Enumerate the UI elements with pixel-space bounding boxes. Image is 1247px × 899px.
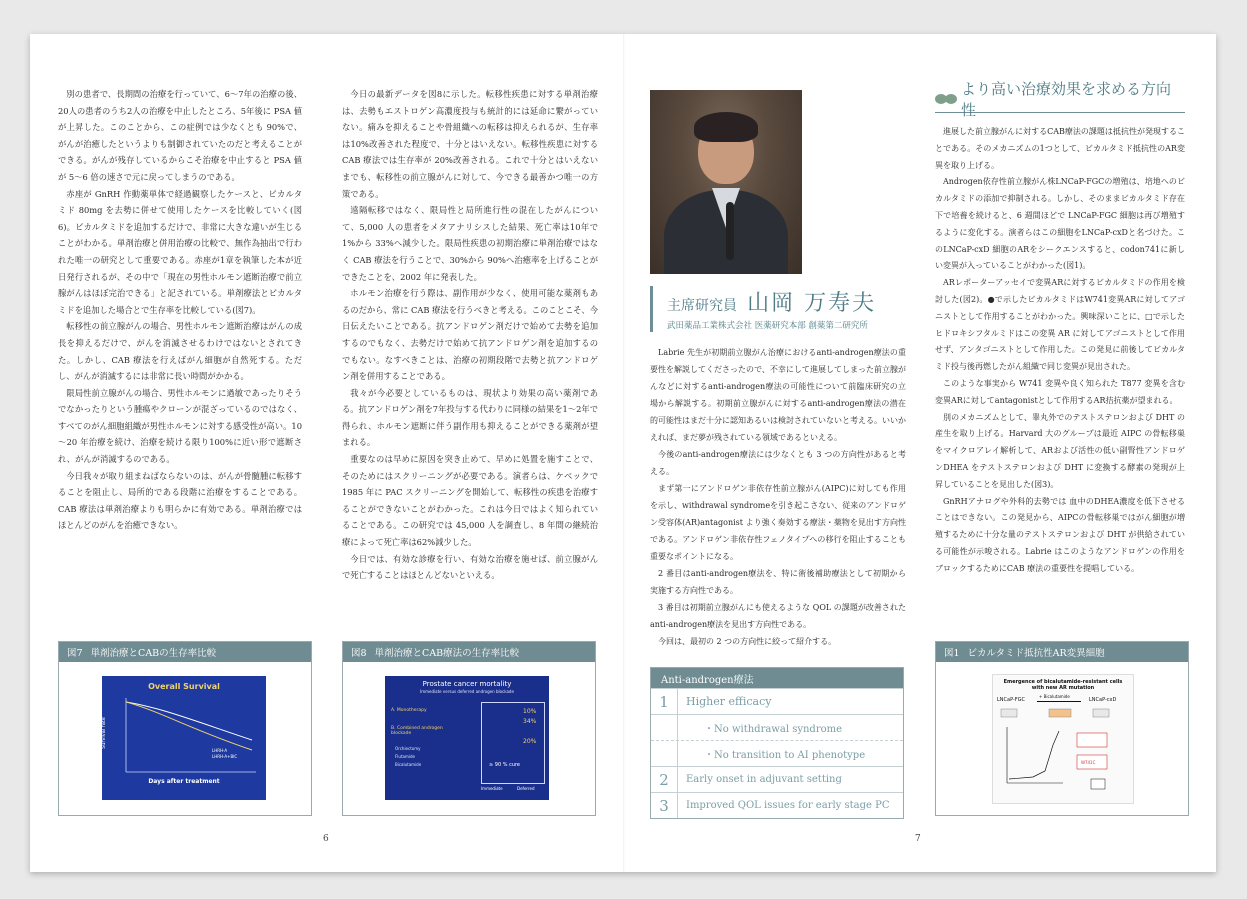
page-fold (623, 34, 625, 872)
page-number-left: 6 (323, 834, 329, 844)
paragraph: 3 番目は初期前立腺がんにも使えるような QOL の課題が改善されたanti-androgen療法を見出す方向性である。 (650, 603, 906, 629)
figure-caption (59, 642, 311, 662)
slide-label: B. Combined androgen blockade (391, 726, 443, 736)
slide-value: 34% (523, 718, 537, 725)
figure-8 (342, 641, 596, 816)
anti-androgen-table (650, 667, 904, 819)
figure-slide (102, 676, 266, 800)
microphone-icon (726, 202, 734, 260)
row-number (651, 741, 678, 766)
paragraph: 今後のanti-androgen療法には少なくとも 3 つの方向性があると考える。 (650, 450, 906, 476)
paragraph: 進展した前立腺がんに対するCAB療法の課題は抵抗性が発現することである。そのメカニズムの1つとして、ビカルタミド抵抗性のAR変異を取り上げる。 (935, 127, 1185, 170)
researcher-nameblock (650, 286, 910, 332)
paragraph: 重要なのは早めに原因を突き止めて、早めに処置を施すことで、そのためにはスクリーニングが必要である。演者らは、ケベックで 1985 年に PAC スクリーニングを開始して、転移性の疾患を治療することができないことがわかった。これは今日ではよく知られていることである。この研究では 45,000 人を調査し、8 年間の継続治療によって死亡率は62%減少した。 (342, 454, 598, 548)
magazine-spread (30, 34, 1216, 872)
slide-axis: Immediate (481, 786, 503, 791)
paragraph: 赤座が GnRH 作動薬単体で経過観察したケースと、ビカルタミド 80mg を去勢に併せて使用したケースを比較していく(図6)。ビカルタミドを追加するだけで、非常に大きな違いが生じることがわかる。単剤治療と併用治療の比較で、無作為抽出で行われた唯一の研究として重要である。赤座が1章を執筆した本が近日発行されるが、その中で「現在の男性ホルモン遮断治療で前立腺がんはほぼ完治できる」と記されている。単剤療法とビカルタミドを追加した場合とで生存率を比較している(図7)。 (58, 188, 302, 315)
paragraph: 今日では、有効な診療を行い、有効な治療を施せば、前立腺がんで死亡することはほとんどないといえる。 (342, 553, 598, 581)
table-header: Anti-androgen療法 (651, 668, 903, 688)
cell-label: LNCaP-FGC (997, 697, 1026, 703)
figure-7 (58, 641, 312, 816)
researcher-affiliation: 武田薬品工業株式会社 医薬研究本部 創薬第二研究所 (667, 321, 868, 331)
slide-value: ≥ 90 % cure (489, 762, 521, 768)
paragraph: Labrie 先生が初期前立腺がん治療におけるanti-androgen療法の重要性を解説してくださったので、不幸にして進展してしまった前立腺がんなどに対するanti-androgen療法の可能性について前臨床研究の立場から解説する。初期前立腺がんに対するanti-androgen療法の潜在的可能性はまだ十分に認知あるいは検討されていないと考える。いいかえれば、まだ夢が残されている領域であるといえる。 (650, 348, 906, 442)
slide-label: Bicalutamide (395, 762, 422, 767)
slide-title: Emergence of bicalutamide-resistant cells with new AR mutation (1003, 679, 1123, 691)
row-text: Early onset in adjuvant setting (686, 774, 842, 785)
paragraph: 遠隔転移ではなく、限局性と局所進行性の混在したがんについて、5,000 人の患者をメタアナリシスした結果、死亡率は10年で 1%から 33%へ減少した。限局性疾患の初期治療に単剤治療ではなく CAB 療法を行うことで、30%から 90%へ治癒率を上げることができたことを、2002 年に発表した。 (342, 205, 598, 282)
leaf-icon (935, 94, 955, 104)
paragraph: このような事実から W741 変異や良く知られた T877 変異を含む変異ARに対してantagonistとして作用するAR拮抗薬が望まれる。 (935, 378, 1185, 405)
column-1 (58, 86, 302, 534)
paragraph: 別のメカニズムとして、睾丸外でのテストステロンおよび DHT の産生を取り上げる。Harvard 大のグループは最近 AIPC の骨転移巣をマイクロアレイ解析して、ARおよび活性の低い副腎性アンドロゲンDHEA をテストステロンおよび DHT に変換する酵素の発現が上昇していることを見出した(図3)。 (935, 412, 1185, 489)
table-row (651, 714, 903, 740)
cell-label: LNCaP-cxD (1089, 697, 1117, 703)
researcher-photo (650, 90, 802, 274)
figure-slide (992, 674, 1134, 804)
row-number (651, 715, 678, 740)
slide-title: Prostate cancer mortality (422, 680, 512, 688)
row-number: 1 (651, 689, 678, 714)
slide-label: A. Monotherapy (391, 708, 427, 713)
slide-value: 20% (523, 738, 537, 745)
section-title-text: より高い治療効果を求める方向性 (961, 80, 1172, 119)
paragraph: Androgen依存性前立腺がん株LNCaP-FGCの増殖は、培地へのビカルタミドの添加で抑制される。しかし、そのままビカルタミド存在下で培養を続けると、6 週間ほどで LNCaP-FGC 細胞は再び増殖するように変化する。演者らはこの細胞をLNCaP-cxDと名づけた。このLNCaP-cxD 細胞のARをシークエンスすると、codon741に新しい変異が入っていることがわかった(図1)。 (935, 177, 1185, 271)
row-text: Improved QOL issues for early stage PC (686, 800, 890, 811)
row-text: ・No transition to AI phenotype (704, 750, 866, 761)
page-number-right: 7 (915, 834, 921, 844)
figure-number: 図7 (67, 648, 83, 659)
paragraph: ARレポーターアッセイで変異ARに対するビカルタミドの作用を検討した(図2)。●で示したビカルタミドはW741変異ARに対してアゴニストとして作用することがわかった。興味深いことに、□で示したヒドロキシフタルミドはこの変異 AR に対してアゴニストとして作用せず、アンタゴニストとして作用した。この発見に前後してビカルタミド投与後再燃したがん組織で同じ変異が見出された。 (935, 278, 1185, 372)
growth-chart (993, 675, 1133, 803)
mutation-label: W741C (1081, 760, 1096, 765)
table-row (651, 740, 903, 766)
figure-caption (936, 642, 1188, 662)
researcher-role: 主席研究員 (667, 298, 737, 314)
paragraph: 今日の最新データを図8に示した。転移性疾患に対する単剤治療は、去勢もエストロゲン高濃度投与も統計的には延命に繋がっていない。痛みを抑えることや骨組織への転移は抑えられるが、生存率は10%改善された程度で、十分とはいえない。転移性疾患に対する CAB 療法では生存率が 20%改善される。これで十分とはいえないまでも、転移性の前立腺がんに対して、今できる最善かつ唯一の方策である。 (342, 89, 598, 199)
figure-slide (385, 676, 549, 800)
figure-number: 図1 (944, 648, 960, 659)
legend-item: LHRH-A (212, 748, 228, 753)
table-row (651, 792, 903, 818)
table-row (651, 766, 903, 792)
section-title (935, 80, 1185, 119)
row-number: 2 (651, 767, 678, 792)
row-text: Higher efficacy (686, 695, 772, 708)
paragraph: ホルモン治療を行う際は、副作用が少なく、使用可能な薬剤もあるのだから、常に CAB 療法を行うべきと考える。このことこそ、今日伝えたいことである。抗アンドロゲン剤だけで始めて去勢を追加するのでもなく、去勢だけで始めて抗アンドロゲン剤を追加するのでもない。なすべきことは、治療の初期段階で去勢と抗アンドロゲン剤を併用することである。 (342, 288, 598, 382)
row-text: ・No withdrawal syndrome (704, 724, 843, 735)
figure-number: 図8 (351, 648, 367, 659)
legend-item: LHRH-A+BIC (212, 754, 238, 759)
figure-caption (343, 642, 595, 662)
table-row (651, 688, 903, 714)
slide-subtitle: Immediate versus deferred androgen blockade (420, 689, 514, 694)
figure-title: 単剤治療とCABの生存率比較 (90, 648, 217, 659)
researcher-heading (667, 286, 910, 317)
researcher-name: 山岡 万寿夫 (747, 291, 877, 316)
paragraph: 今回は、最初の 2 つの方向性に絞って紹介する。 (658, 637, 837, 646)
figure-title: ビカルタミド抵抗性AR変異細胞 (967, 648, 1105, 659)
paragraph: GnRHアナログや外科的去勢では 血中のDHEA濃度を低下させることはできない。この発見から、AIPCの骨転移巣ではがん細胞が増殖するために十分な量のテストステロンおよび DHT が供給されている可能性が示唆される。Labrie はこのようなアンドロゲンの作用をブロックするためにCAB 療法の重要性を提唱している。 (935, 496, 1185, 573)
column-2 (342, 86, 598, 584)
figure-title: 単剤治療とCAB療法の生存率比較 (374, 648, 520, 659)
row-number: 3 (651, 793, 678, 818)
paragraph: 今日我々が取り組まねばならないのは、がんが骨髄腫に転移することを阻止し、局所的である段階に治療をすることである。CAB 療法は単剤治療よりも明らかに有効である。単剤治療ではほとんどのがんを治癒できない。 (58, 470, 302, 531)
paragraph: 我々が今必要としているものは、現状より効果の高い薬剤である。抗アンドロゲン剤を7年投与する代わりに同様の結果を1～2年で得られ、ホルモン遮断に伴う副作用も抑えることができる薬剤が望まれる。 (342, 387, 598, 448)
paragraph: 2 番目はanti-androgen療法を、特に術後補助療法として初期から実施する方向性である。 (650, 569, 906, 595)
column-3 (650, 344, 906, 650)
paragraph: 限局性前立腺がんの場合、男性ホルモンに過敏であったりそうでなかったりという腫瘍やクローンが混ざっているのではなく、すべてのがん細胞組織が男性ホルモンに対する感受性が高い。10～20 年治療を続け、治療を続ける限り100%に近い形で遮断され、がんが消滅するのである。 (58, 387, 302, 465)
slide-label: Orchiectomy (395, 746, 421, 751)
slide-title: Overall Survival (148, 682, 220, 691)
slide-ylabel: Survival rate (100, 717, 107, 749)
paragraph: 転移性の前立腺がんの場合、男性ホルモン遮断治療はがんの成長を抑えるだけで、がんを消滅させるわけではないとされてきた。しかし、CAB 療法を行えばがん細胞が自然死する。ただし、がんが消滅するには非常に長い時間がかかる。 (58, 321, 302, 382)
paragraph: まず第一にアンドロゲン非依存性前立腺がん(AIPC)に対しても作用を示し、withdrawal syndromeを引き起こさない、従来のアンドロゲン受容体(AR)antagonist より強く奏効する療法・薬物を見出す方向性である。アンドロゲン非依存性フェノタイプへの移行を阻止することも重要なポイントになる。 (650, 484, 906, 561)
slide-label: Flutamide (395, 754, 415, 759)
slide-axis: Deferred (517, 786, 535, 791)
column-4 (935, 124, 1185, 578)
photo-hair (694, 112, 758, 142)
slide-value: 10% (523, 708, 537, 715)
paragraph: 別の患者で、長期間の治療を行っていて、6～7年の治療の後、20人の患者のうち2人の治療を中止したところ、5年後に PSA 値が上昇した。このことから、この症例では少なくとも 90%で、がんが治癒したというよりも制御されていたのだと考えることができる。がんが残存しているからこそ治療を中止すると PSA 値が 5～6 倍の速さで元に戻ってしまうのである。 (58, 89, 302, 182)
figure-1 (935, 641, 1189, 816)
arrow-label: + Bicalutamide (1039, 694, 1070, 699)
slide-xlabel: Days after treatment (148, 778, 220, 785)
